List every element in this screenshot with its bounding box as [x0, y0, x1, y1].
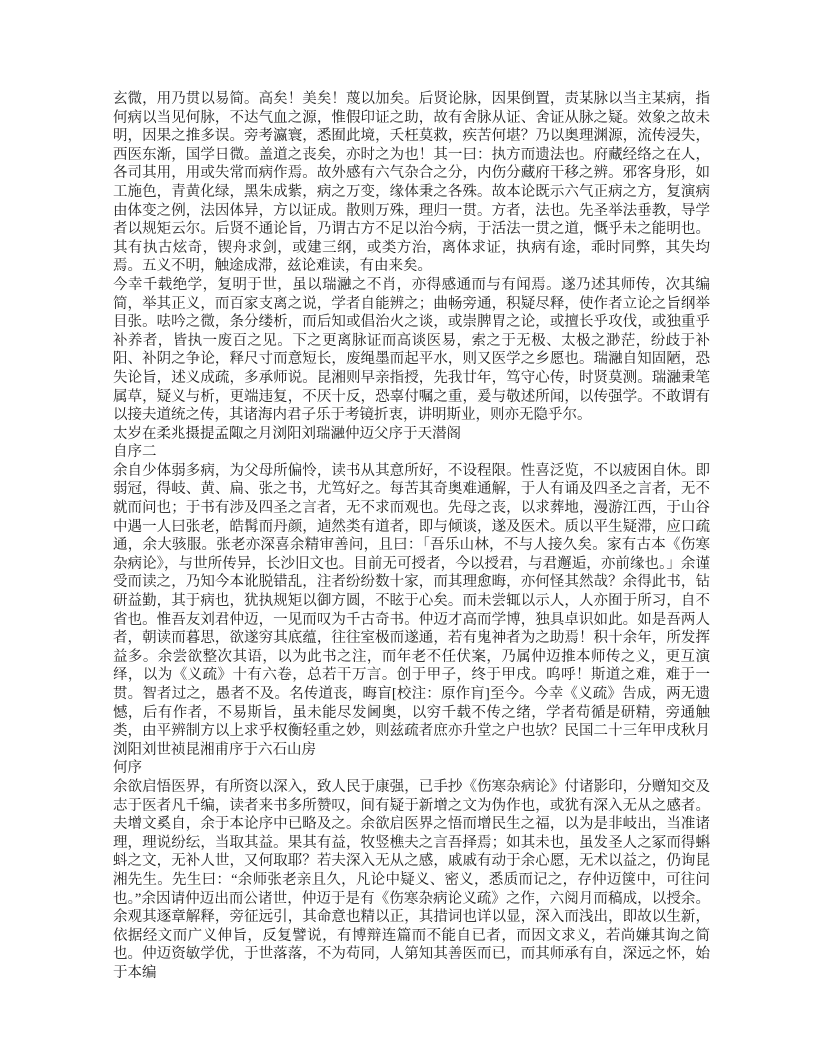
he-preface-heading: 何序: [113, 760, 142, 777]
paragraph-self-preface-two-body: 余自少体弱多病，为父母所偏怜，读书从其意所好，不设程限。性喜泛览，不以疲困自休。即弱冠，得岐、黄、扁、张之书，尤笃好之。每苦其奇奥难通解，于人有诵及四圣之言者，无不就而问也；于书有涉及四圣之言者，无不求而观也。先母之丧，以求葬地，漫游江西，于山谷中遇一人曰张老，皓髯而丹颜，逌然类有道者，即与倾谈，遂及医术。质以平生疑滞，应口疏通，余大骇服。张老亦深喜余精审善问，且曰：「吾乐山林，不与人接久矣。家有古本《伤寒杂病论》，与世所传异，长沙旧文也。目前无可授者，今以授君，与君邂逅，亦前缘也。」余谨受而读之，乃知今本讹脱错乱，注者纷纷数十家，而其理愈晦，亦何怪其然哉？余得此书，钻研益勤，其于病也，犹执规矩以御方圆，不眩于心矣。而未尝辄以示人，人亦囿于所习，自不省也。惟吾友刘君仲迈，一见而叹为千古奇书。仲迈才高而学博，独具卓识如此。如是吾两人者，朝读而暮思，欲遂穷其底蕴，往往室极而遂通，若有鬼神者为之助焉！积十余年，所发挥益多。余尝欲整次其语，以为此书之注，而年老不任伏案，乃属仲迈推本师传之义，更互演绎，以为《义疏》十有六卷，总若干万言。创于甲子，终于甲戌。呜呼！斯道之难，难于一贯。智者过之，愚者不及。名传道丧，晦盲[校注：原作肓]至今。今幸《义疏》告成，两无遗憾，后有作者，不易斯旨，虽未能尽发阃奥，以穷千载不传之绪，学者苟循是研精，旁通触类，由平辨制方以上求乎权衡轻重之妙，则兹疏者庶亦升堂之户也欤？民国二十三年甲戌秋月浏阳刘世祯昆湘甫序于六石山房: [113, 462, 710, 758]
text-block: [113, 90, 710, 983]
paragraph-preface-one-closing: 今幸千载绝学，复明于世，虽以瑞瀜之不肖，亦得感通而与有闻焉。遂乃述其师传，次其编简，举其正义，而百家支离之说，学者自能辨之；曲畅旁通，积疑尽释，使作者立论之旨纲举目张。呿吟之微，条分缕析，而后知或倡治火之谈，或崇脾胃之论，或擅长乎攻伐，或独重乎补养者，皆执一废百之见。下之更离脉证而高谈医易，索之于无极、太极之渺茫，纷歧于补阳、补阴之争论，释尺寸而意短长，废绳墨而起平水，则又医学之乡愿也。瑞瀜自知固陋，恐失论旨，述义成疏，多承师说。昆湘则早亲指授，先我廿年，笃守心传，时贤莫测。瑞瀜秉笔属草，疑义与析，更端违复，不厌十反，恐辜付嘱之重，爰与敬述所闻，以传强学。不敢谓有以接夫道统之传，其诸海内君子乐于考镜折衷，讲明斯业，则亦无隐乎尔。: [113, 276, 710, 424]
paragraph-preface-one-continued: 玄微，用乃贯以易简。高矣！美矣！蔑以加矣。后贤论脉，因果倒置，责某脉以当主某病，指何病以当见何脉，不达气血之源，惟假印证之助，故有舍脉从证、舍证从脉之疑。效象之故未明，因果之推多误。旁考瀛寰，悉囿此境，夭枉莫救，疾苦何堪？乃以奥理渊源，流传浸失，西医东渐，国学日微。盖道之丧矣，亦时之为也！其一曰：执方而遗法也。府藏经络之在人，各司其用，用或失常而病作焉。故外感有六气杂合之分，内伤分藏府干移之辨。邪客身形，如工施色，青黄化绿，黑朱成紫，病之万变，缘体秉之各殊。故本论既示六气正病之方，复演病由体变之例，法因体异，方以证成。散则万殊，理归一贯。方者，法也。先圣举法垂教，导学者以规矩云尔。后贤不通论旨，乃谓古方不足以治今病，于活法一贯之道，慨乎未之能明也。其有执古炫奇，锲舟求剑，或建三纲，或类方治，离体求证，执病有途，乖时同弊，其失均焉。五义不明，触途成滞，兹论难读，有由来矣。: [113, 91, 710, 275]
self-preface-two-heading: 自序二: [113, 444, 157, 461]
paragraph-he-preface-body: 余欲启悟医界，有所资以深入，致人民于康强，已手抄《伤寒杂病论》付诸影印，分赠知交及志于医者凡千编，读者来书多所赞叹，间有疑于新增之文为伪作也，或犹有深入无从之感者。夫增文奚自，余于本论序中已略及之。余欲启医界之悟而增民生之福，以为是非岐出，当准诸理，理说纷纭，当取其益。果其有益，牧竖樵夫之言吾择焉；如其未也，虽发圣人之冢而得蝌蚪之文，无补人世，又何取耶？若夫深入无从之感，戚戚有动于余心愿，无术以益之，仍询昆湘先生。先生曰：“余师张老亲且久，凡论中疑义、密义，悉质而记之，存仲迈箧中，可往问也。”余因请仲迈出而公诸世，仲迈于是有《伤寒杂病论义疏》之作，六阅月而稿成，以授余。余观其逐章解释，旁征远引，其命意也精以正，其措词也详以显，深入而浅出，即故以生新，依据经文而广义伸旨，反复譬说，有博辩连篇而不能自已者，而因文求义，若尚嫌其询之简也。仲迈资敏学优，于世落落，不为苟同，人第知其善医而已，而其师承有自，深远之怀，始于本编: [113, 778, 710, 981]
preface-one-signature-line: 太岁在柔兆摄提孟陬之月浏阳刘瑞瀜仲迈父序于天潜阁: [113, 425, 461, 442]
